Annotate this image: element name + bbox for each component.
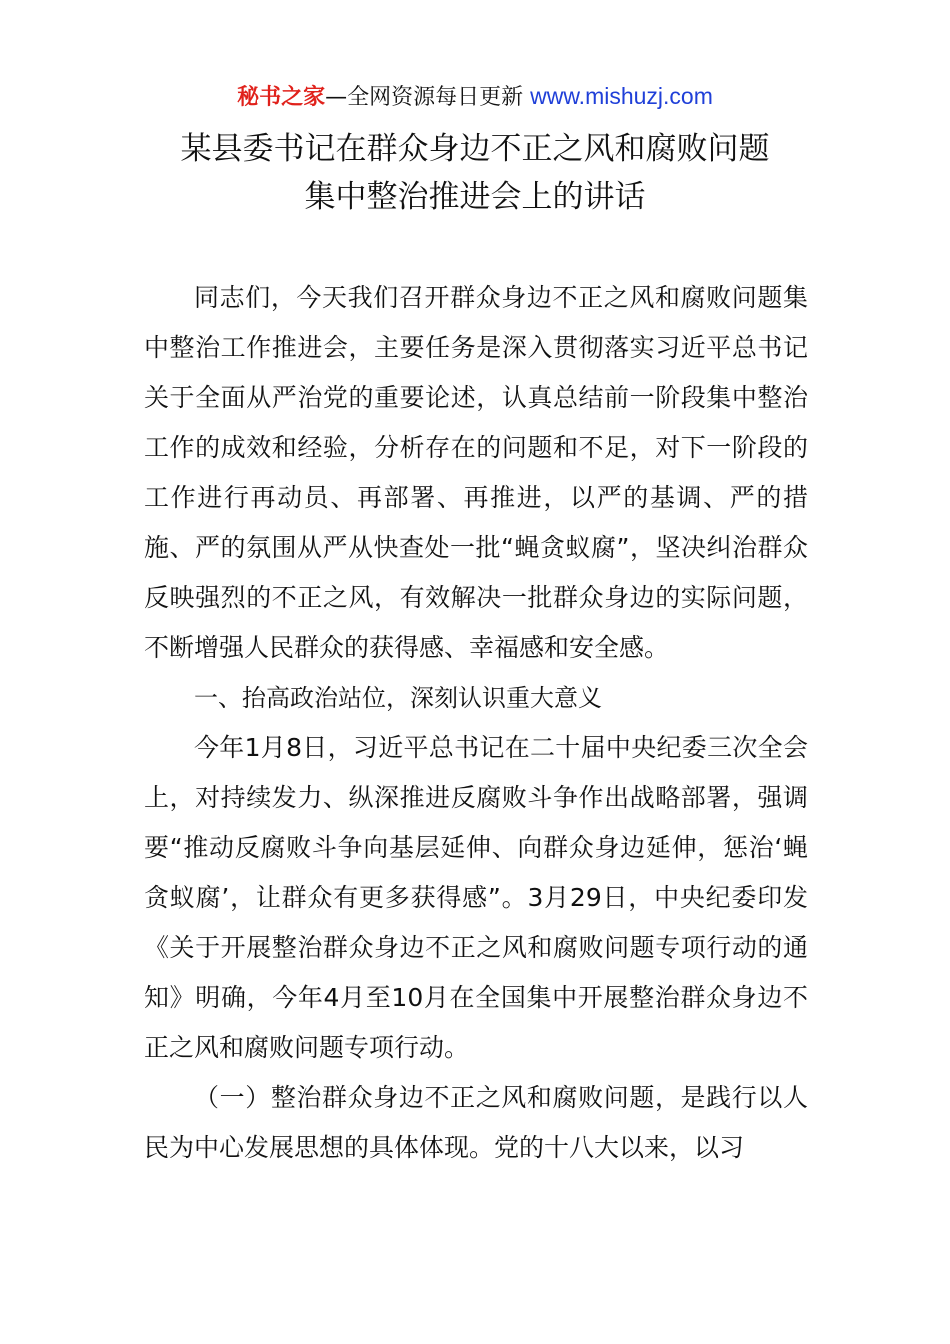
paragraph-opening: 同志们，今天我们召开群众身边不正之风和腐败问题集中整治工作推进会，主要任务是深入贯彻落实习近平总书记关于全面从严治党的重要论述，认真总结前一阶段集中整治工作的成效和经验，分析存在的问题和不足，对下一阶段的工作进行再动员、再部署、再推进，以严的基调、严的措施、严的氛围从严从快查处一批“蝇贪蚁腐”，坚决纠治群众反映强烈的不正之风，有效解决一批群众身边的实际问题，不断增强人民群众的获得感、幸福感和安全感。 — [144, 283, 808, 662]
document-title-line-1: 某县委书记在群众身边不正之风和腐败问题 — [180, 131, 770, 167]
document-body — [144, 273, 808, 1173]
brand-name: 秘书之家 — [237, 85, 326, 110]
paragraph-point-1: （一）整治群众身边不正之风和腐败问题，是践行以人民为中心发展思想的具体体现。党的十八大以来，以习 — [144, 1083, 808, 1162]
section-heading-1: 一、抬高政治站位，深刻认识重大意义 — [194, 684, 602, 712]
site-url-link[interactable]: www.mishuzj.com — [530, 83, 713, 109]
site-header — [0, 80, 950, 114]
paragraph-background: 今年1月8日，习近平总书记在二十届中央纪委三次全会上，对持续发力、纵深推进反腐败斗争作出战略部署，强调要“推动反腐败斗争向基层延伸、向群众身边延伸，惩治‘蝇贪蚁腐’，让群众有更多获得感”。3月29日，中央纪委印发《关于开展整治群众身边不正之风和腐败问题专项行动的通知》明确，今年4月至10月在全国集中开展整治群众身边不正之风和腐败问题专项行动。 — [144, 733, 808, 1062]
header-tagline: —全网资源每日更新 — [325, 85, 531, 110]
document-title-line-2: 集中整治推进会上的讲话 — [304, 179, 646, 215]
